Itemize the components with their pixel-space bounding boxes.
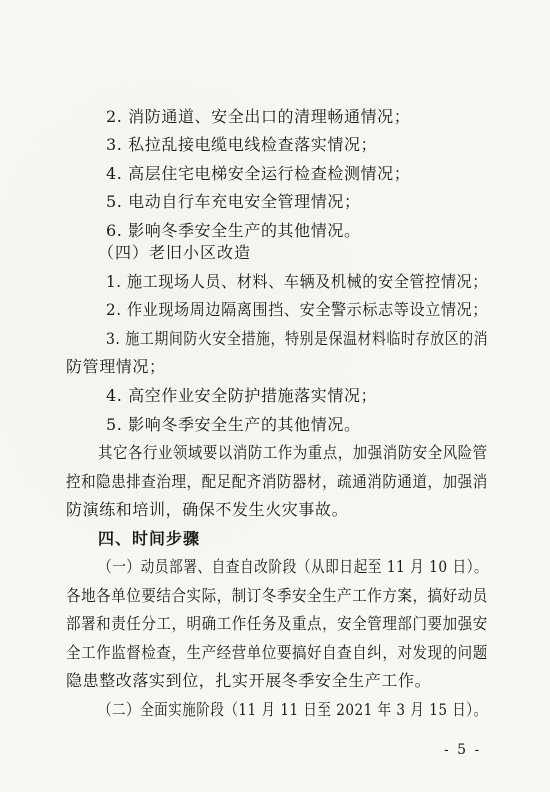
text-line: 1. 施工现场人员、材料、车辆及机械的安全管控情况； [106, 272, 488, 291]
text-line: （一）动员部署、自查自改阶段（从即日起至 11 月 10 日）。 [98, 557, 489, 576]
text-line: 2. 消防通道、安全出口的清理畅通情况； [106, 107, 411, 126]
text-line: 4. 高层住宅电梯安全运行检查检测情况； [106, 164, 411, 183]
text-line: 全工作监督检查，生产经营单位要搞好自查自纠，对发现的问题 [66, 643, 488, 662]
text-line: 6. 影响冬季安全生产的其他情况。 [106, 221, 361, 240]
text-line: 防管理情况； [66, 357, 166, 376]
text-line: 4. 高空作业安全防护措施落实情况； [106, 386, 378, 405]
text-line: 隐患整改落实到位，扎实开展冬季安全生产工作。 [66, 671, 432, 690]
text-line: 5. 电动自行车充电安全管理情况； [106, 192, 361, 211]
text-line: 控和隐患排查治理，配足配齐消防器材，疏通消防通道，加强消 [66, 472, 488, 491]
text-line: 其它各行业领域要以消防工作为重点，加强消防安全风险管 [98, 443, 488, 462]
text-line: 3. 施工期间防火安全措施，特别是保温材料临时存放区的消 [106, 329, 489, 348]
section-heading: （四）老旧小区改造 [98, 243, 252, 262]
text-line: 部署和责任分工，明确工作任务及重点，安全管理部门要加强安 [66, 614, 488, 633]
text-line: 2. 作业现场周边隔离围挡、安全警示标志等设立情况； [106, 300, 488, 319]
text-line: 防演练和培训，确保不发生火灾事故。 [66, 500, 349, 519]
text-line: 各地各单位要结合实际，制订冬季安全生产工作方案，搞好动员 [66, 586, 488, 605]
text-line: 3. 私拉乱接电缆电线检查落实情况； [106, 135, 378, 154]
page-number: - 5 - [444, 742, 482, 758]
text-line: 5. 影响冬季安全生产的其他情况。 [106, 415, 361, 434]
section-heading: 四、时间步骤 [98, 529, 201, 548]
text-line: （二）全面实施阶段（11 月 11 日至 2021 年 3 月 15 日）。 [98, 700, 488, 719]
